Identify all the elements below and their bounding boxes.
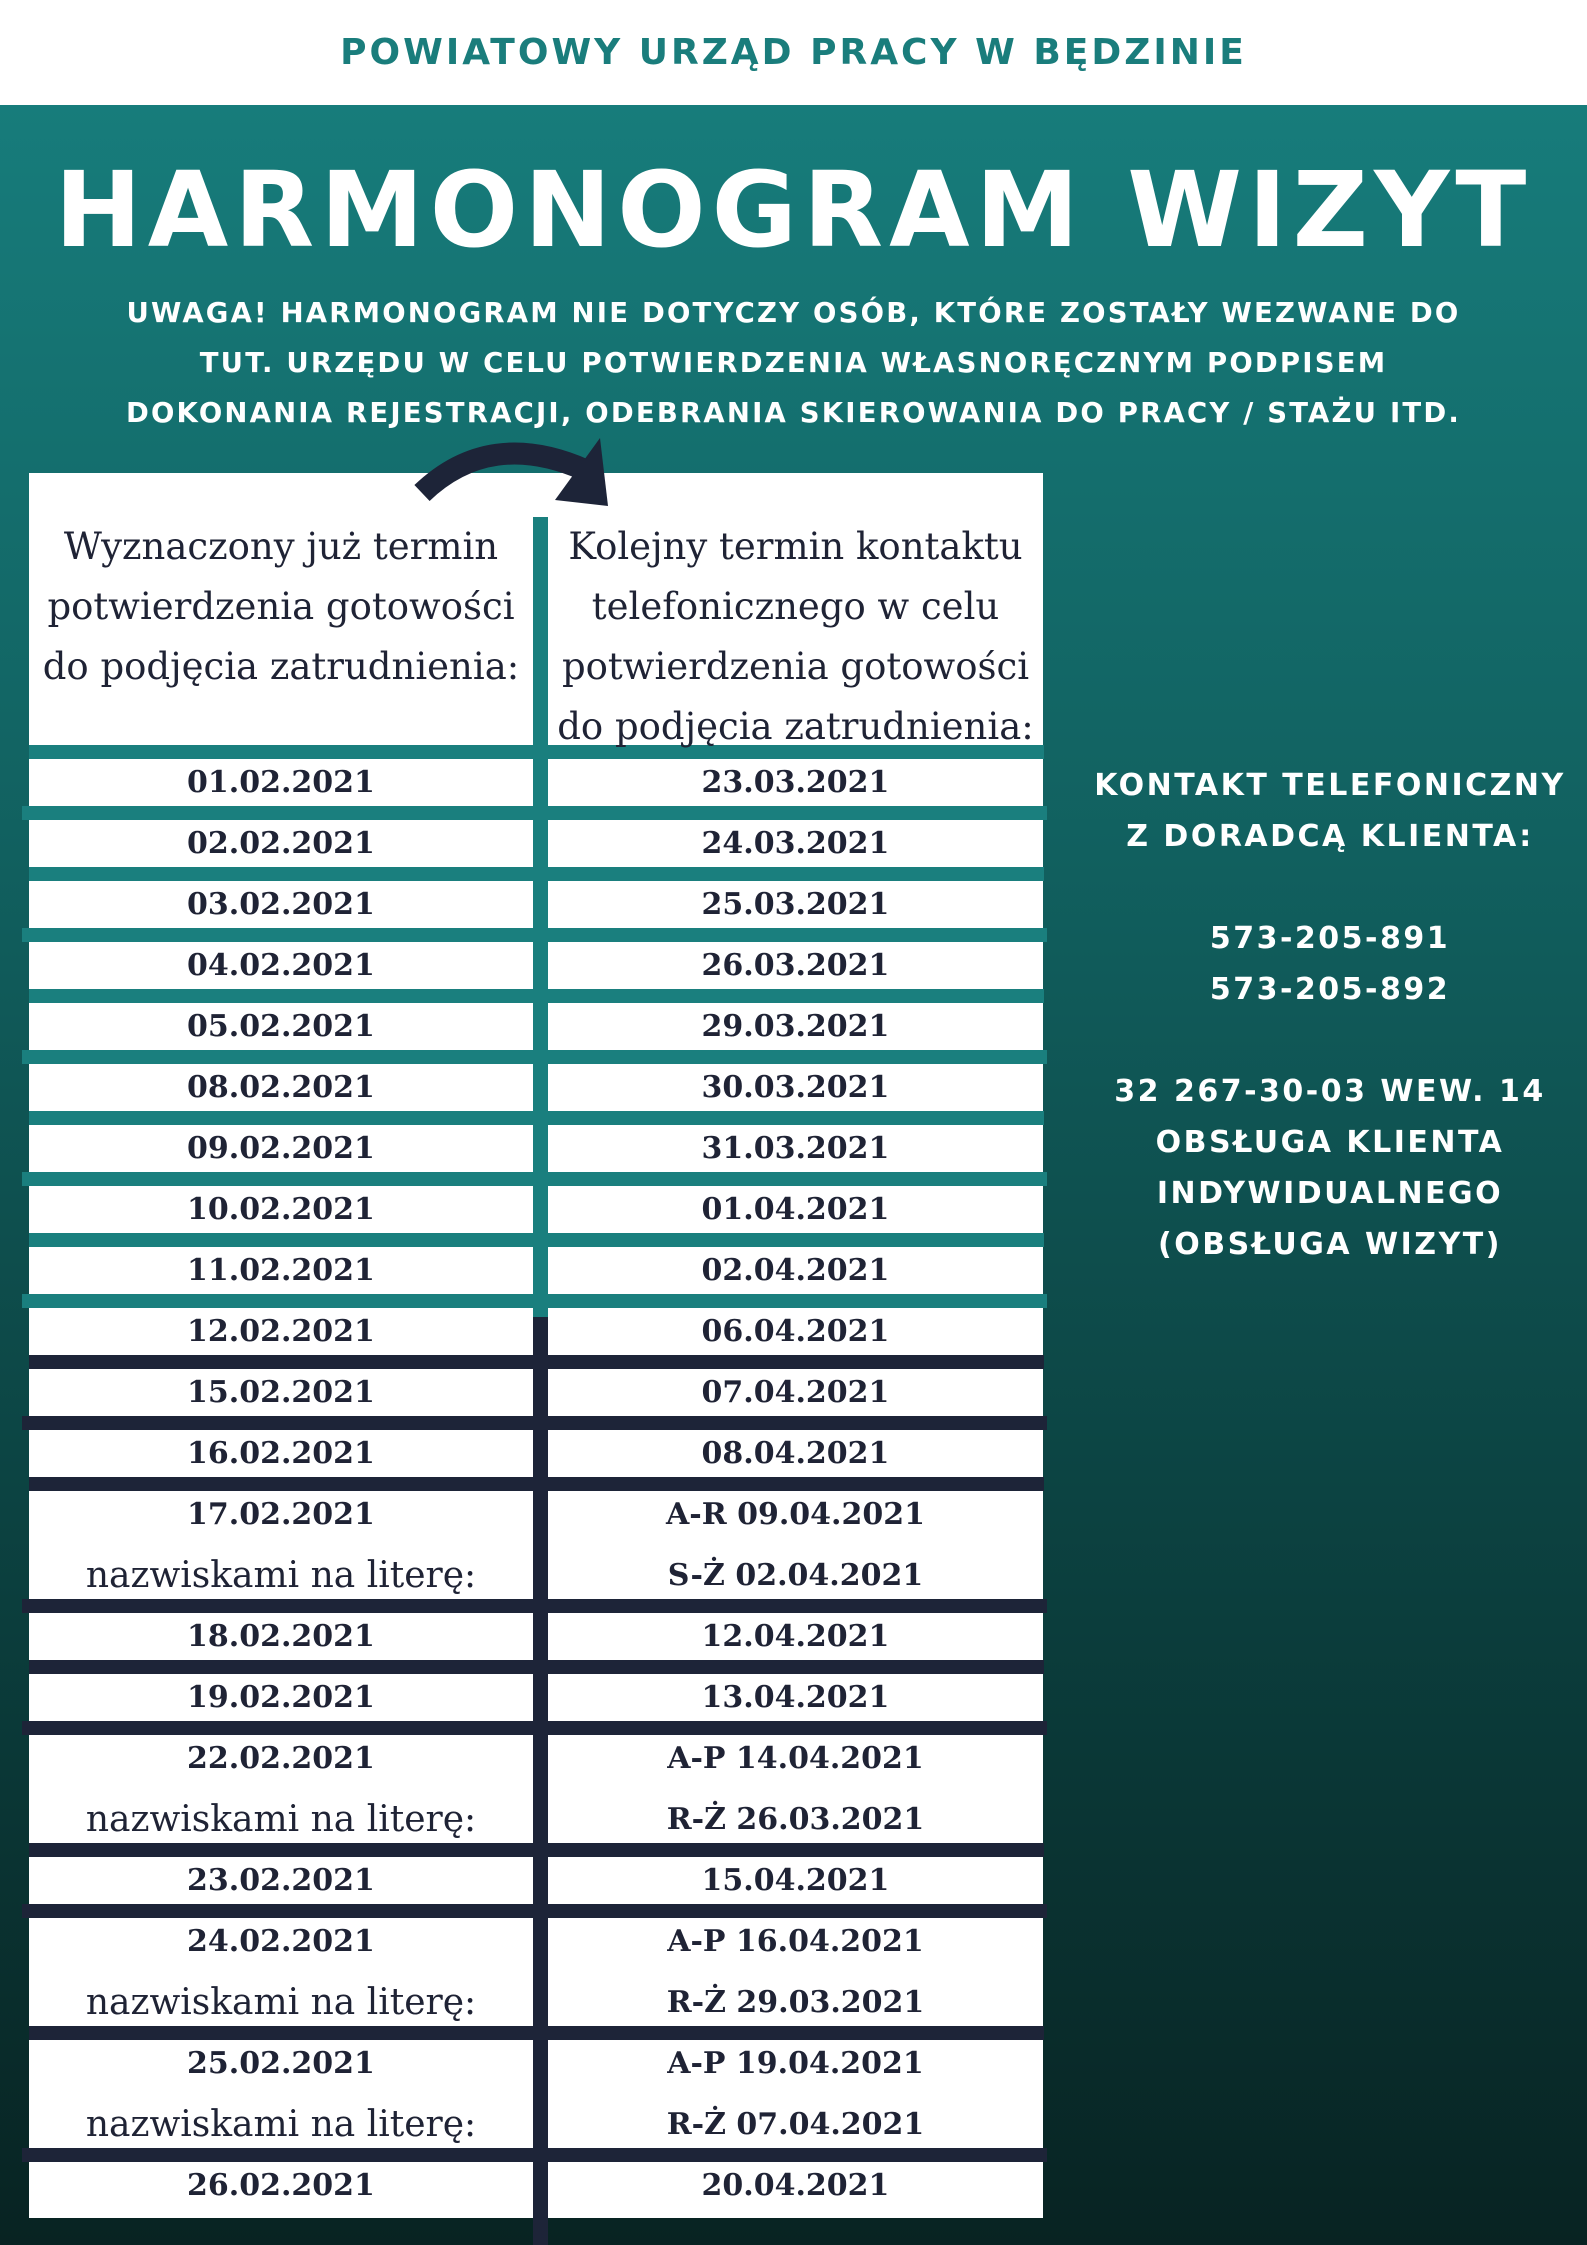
table-cell-left bbox=[29, 1728, 533, 1850]
table-cell-right bbox=[548, 1728, 1043, 1850]
notice-line: TUT. URZĘDU W CELU POTWIERDZENIA WŁASNORĘCZNYM PODPISEM bbox=[199, 347, 1388, 379]
cell-text: 05.02.2021 bbox=[187, 1009, 375, 1044]
table-cell-left bbox=[29, 1240, 533, 1301]
cell-text: R-Ż 29.03.2021 bbox=[666, 1985, 925, 2020]
cell-text: 24.02.2021 bbox=[187, 1924, 375, 1959]
table-cell-left bbox=[29, 1606, 533, 1667]
phone-number[interactable]: 573-205-892 bbox=[1209, 972, 1451, 1007]
table-cell-right bbox=[548, 996, 1043, 1057]
header-line: Wyznaczony już termin bbox=[63, 525, 499, 568]
right-column-header bbox=[548, 517, 1043, 757]
column-divider bbox=[533, 517, 548, 2245]
table-cell-right bbox=[548, 1606, 1043, 1667]
table-cell-right bbox=[548, 935, 1043, 996]
cell-text: R-Ż 07.04.2021 bbox=[666, 2107, 925, 2142]
cell-text: nazwiskami na literę: bbox=[85, 1555, 477, 1596]
cell-text: 15.04.2021 bbox=[701, 1863, 890, 1898]
cell-text: A-P 16.04.2021 bbox=[667, 1924, 924, 1959]
header-line: potwierdzenia gotowości bbox=[47, 585, 515, 628]
cell-text: 26.02.2021 bbox=[187, 2168, 375, 2203]
table-cell-left bbox=[29, 1423, 533, 1484]
header-line: do podjęcia zatrudnienia: bbox=[557, 705, 1034, 748]
header-line: potwierdzenia gotowości bbox=[561, 645, 1030, 688]
cell-text: 18.02.2021 bbox=[187, 1619, 375, 1654]
table-cell-right bbox=[548, 1850, 1043, 1911]
table-cell-right bbox=[548, 1179, 1043, 1240]
notice-line: UWAGA! HARMONOGRAM NIE DOTYCZY OSÓB, KTÓRE ZOSTAŁY WEZWANE DO bbox=[126, 297, 1461, 329]
cell-text: 02.04.2021 bbox=[701, 1253, 890, 1288]
cell-text: 03.02.2021 bbox=[187, 887, 375, 922]
table-cell-left bbox=[29, 813, 533, 874]
cell-text: 10.02.2021 bbox=[187, 1192, 375, 1227]
table-cell-left bbox=[29, 1301, 533, 1362]
table-cell-right bbox=[548, 1240, 1043, 1301]
cell-text: A-P 19.04.2021 bbox=[667, 2046, 924, 2081]
cell-text: 01.04.2021 bbox=[701, 1192, 890, 1227]
cell-text: 31.03.2021 bbox=[701, 1131, 890, 1166]
table-cell-left bbox=[29, 1118, 533, 1179]
cell-text: 13.04.2021 bbox=[701, 1680, 890, 1715]
cell-text: 25.02.2021 bbox=[187, 2046, 375, 2081]
office-phone[interactable]: 32 267-30-03 WEW. 14 bbox=[1114, 1074, 1546, 1109]
cell-text: nazwiskami na literę: bbox=[85, 2104, 477, 2145]
cell-text: 04.02.2021 bbox=[187, 948, 375, 983]
cell-text: 11.02.2021 bbox=[187, 1253, 375, 1288]
table-cell-right bbox=[548, 1057, 1043, 1118]
cell-text: A-R 09.04.2021 bbox=[666, 1497, 925, 1532]
header-line: telefonicznego w celu bbox=[591, 585, 1000, 628]
table-cell-left bbox=[29, 1667, 533, 1728]
cell-text: 25.03.2021 bbox=[701, 887, 890, 922]
cell-text: 23.02.2021 bbox=[187, 1863, 375, 1898]
table-cell-left bbox=[29, 1850, 533, 1911]
cell-text: 26.03.2021 bbox=[701, 948, 890, 983]
table-cell-left bbox=[29, 935, 533, 996]
cell-text: 16.02.2021 bbox=[187, 1436, 375, 1471]
office-line: INDYWIDUALNEGO bbox=[1156, 1176, 1504, 1211]
cell-text: 24.03.2021 bbox=[701, 826, 890, 861]
contact-heading-line: KONTAKT TELEFONICZNY bbox=[1094, 768, 1566, 803]
table-cell-left bbox=[29, 752, 533, 813]
cell-text: 30.03.2021 bbox=[701, 1070, 890, 1105]
left-column-header bbox=[29, 517, 533, 697]
cell-text: 20.04.2021 bbox=[701, 2168, 890, 2203]
table-cell-left bbox=[29, 874, 533, 935]
contact-panel bbox=[1080, 760, 1580, 1270]
cell-text: 12.04.2021 bbox=[701, 1619, 890, 1654]
cell-text: nazwiskami na literę: bbox=[85, 1982, 477, 2023]
table-cell-right bbox=[548, 1667, 1043, 1728]
cell-text: 12.02.2021 bbox=[187, 1314, 375, 1349]
cell-text: R-Ż 26.03.2021 bbox=[666, 1802, 925, 1837]
cell-text: 23.03.2021 bbox=[701, 765, 890, 800]
top-header-bar bbox=[0, 0, 1587, 105]
table-cell-left bbox=[29, 1911, 533, 2033]
curved-arrow-icon bbox=[410, 418, 650, 518]
office-name: POWIATOWY URZĄD PRACY W BĘDZINIE bbox=[340, 32, 1247, 73]
office-line: (OBSŁUGA WIZYT) bbox=[1158, 1227, 1502, 1262]
cell-text: nazwiskami na literę: bbox=[85, 1799, 477, 1840]
cell-text: 09.02.2021 bbox=[187, 1131, 375, 1166]
page-title: HARMONOGRAM WIZYT bbox=[54, 149, 1533, 271]
table-cell-right bbox=[548, 1911, 1043, 2033]
cell-text: A-P 14.04.2021 bbox=[667, 1741, 924, 1776]
contact-heading-line: Z DORADCĄ KLIENTA: bbox=[1126, 819, 1534, 854]
office-line: OBSŁUGA KLIENTA bbox=[1155, 1125, 1505, 1160]
notice-line: DOKONANIA REJESTRACJI, ODEBRANIA SKIEROWANIA DO PRACY / STAŻU ITD. bbox=[125, 397, 1462, 429]
cell-text: 08.02.2021 bbox=[187, 1070, 375, 1105]
table-cell-left bbox=[29, 2033, 533, 2155]
notice-text bbox=[80, 288, 1507, 438]
table-cell-right bbox=[548, 813, 1043, 874]
table-cell-left bbox=[29, 996, 533, 1057]
table-cell-right bbox=[548, 1362, 1043, 1423]
cell-text: S-Ż 02.04.2021 bbox=[667, 1558, 924, 1593]
table-cell-right bbox=[548, 1423, 1043, 1484]
cell-text: 06.04.2021 bbox=[701, 1314, 890, 1349]
table-cell-right bbox=[548, 2033, 1043, 2155]
table-cell-right bbox=[548, 874, 1043, 935]
header-line: do podjęcia zatrudnienia: bbox=[42, 645, 520, 688]
phone-number[interactable]: 573-205-891 bbox=[1209, 921, 1451, 956]
table-cell-left bbox=[29, 1484, 533, 1606]
table-cell-right bbox=[548, 2155, 1043, 2216]
cell-text: 19.02.2021 bbox=[187, 1680, 375, 1715]
table-cell-right bbox=[548, 752, 1043, 813]
table-cell-right bbox=[548, 1484, 1043, 1606]
cell-text: 17.02.2021 bbox=[187, 1497, 375, 1532]
table-cell-left bbox=[29, 1362, 533, 1423]
cell-text: 01.02.2021 bbox=[187, 765, 375, 800]
cell-text: 29.03.2021 bbox=[701, 1009, 890, 1044]
header-line: Kolejny termin kontaktu bbox=[568, 525, 1023, 568]
cell-text: 15.02.2021 bbox=[187, 1375, 375, 1410]
table-cell-left bbox=[29, 1179, 533, 1240]
table-cell-left bbox=[29, 2155, 533, 2216]
table-cell-right bbox=[548, 1118, 1043, 1179]
table-cell-right bbox=[548, 1301, 1043, 1362]
table-cell-left bbox=[29, 1057, 533, 1118]
cell-text: 02.02.2021 bbox=[187, 826, 375, 861]
cell-text: 07.04.2021 bbox=[701, 1375, 890, 1410]
cell-text: 08.04.2021 bbox=[701, 1436, 890, 1471]
cell-text: 22.02.2021 bbox=[187, 1741, 375, 1776]
